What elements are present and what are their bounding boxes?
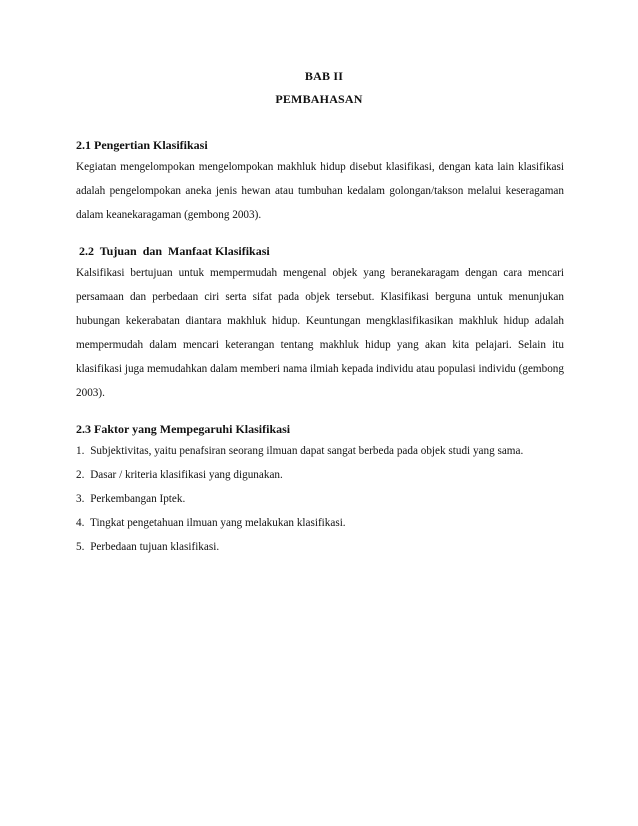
list-text: Perkembangan Iptek. (90, 493, 186, 505)
list-text: Tingkat pengetahuan ilmuan yang melakukan klasifikasi. (90, 517, 346, 529)
section-2-1 (76, 135, 564, 227)
section-paragraph: Kegiatan mengelompokan mengelompokan makhluk hidup disebut klasifikasi, dengan kata lain klasifikasi adalah pengelompokan aneka jenis hewan atau tumbuhan kedalam golongan/takson melalui keseragaman dalam keanekaragaman (gembong 2003). (76, 161, 564, 221)
chapter-title: PEMBAHASAN (275, 92, 363, 106)
list-item (76, 463, 564, 487)
list-item (76, 535, 564, 559)
chapter-number: BAB II (304, 69, 344, 83)
list-number: 3. (76, 493, 85, 505)
list-text: Dasar / kriteria klasifikasi yang digunakan. (90, 469, 283, 481)
section-2-2 (76, 241, 564, 405)
list-text: Perbedaan tujuan klasifikasi. (90, 541, 220, 553)
spacer (76, 227, 564, 241)
spacer (76, 405, 564, 419)
list-number: 1. (76, 445, 85, 457)
section-heading: 2.3 Faktor yang Mempegaruhi Klasifikasi (76, 422, 291, 436)
list-number: 5. (76, 541, 85, 553)
document-body (76, 135, 564, 559)
section-2-3 (76, 419, 564, 559)
list-text: Subjektivitas, yaitu penafsiran seorang ilmuan dapat sangat berbeda pada objek studi yang sama. (90, 445, 524, 457)
list-number: 4. (76, 517, 85, 529)
section-paragraph: Kalsifikasi bertujuan untuk mempermudah mengenal objek yang beranekaragam dengan cara mencari persamaan dan perbedaan ciri serta sifat pada objek tersebut. Klasifikasi berguna untuk menunjukan hubungan kekerabatan diantara makhluk hidup. Keuntungan mengklasifikasikan makhluk hidup adalah mempermudah dalam mencari keterangan tentang makhluk hidup yang akan kita pelajari. Selain itu klasifikasi juga memudahkan dalam memberi nama ilmiah kepada individu atau populasi individu (gembong 2003). (76, 267, 564, 399)
list-item (76, 487, 564, 511)
factor-list (76, 439, 564, 559)
section-heading: 2.2 Tujuan dan Manfaat Klasifikasi (76, 244, 270, 258)
list-item (76, 439, 564, 463)
list-number: 2. (76, 469, 85, 481)
section-heading: 2.1 Pengertian Klasifikasi (76, 138, 208, 152)
list-item (76, 511, 564, 535)
